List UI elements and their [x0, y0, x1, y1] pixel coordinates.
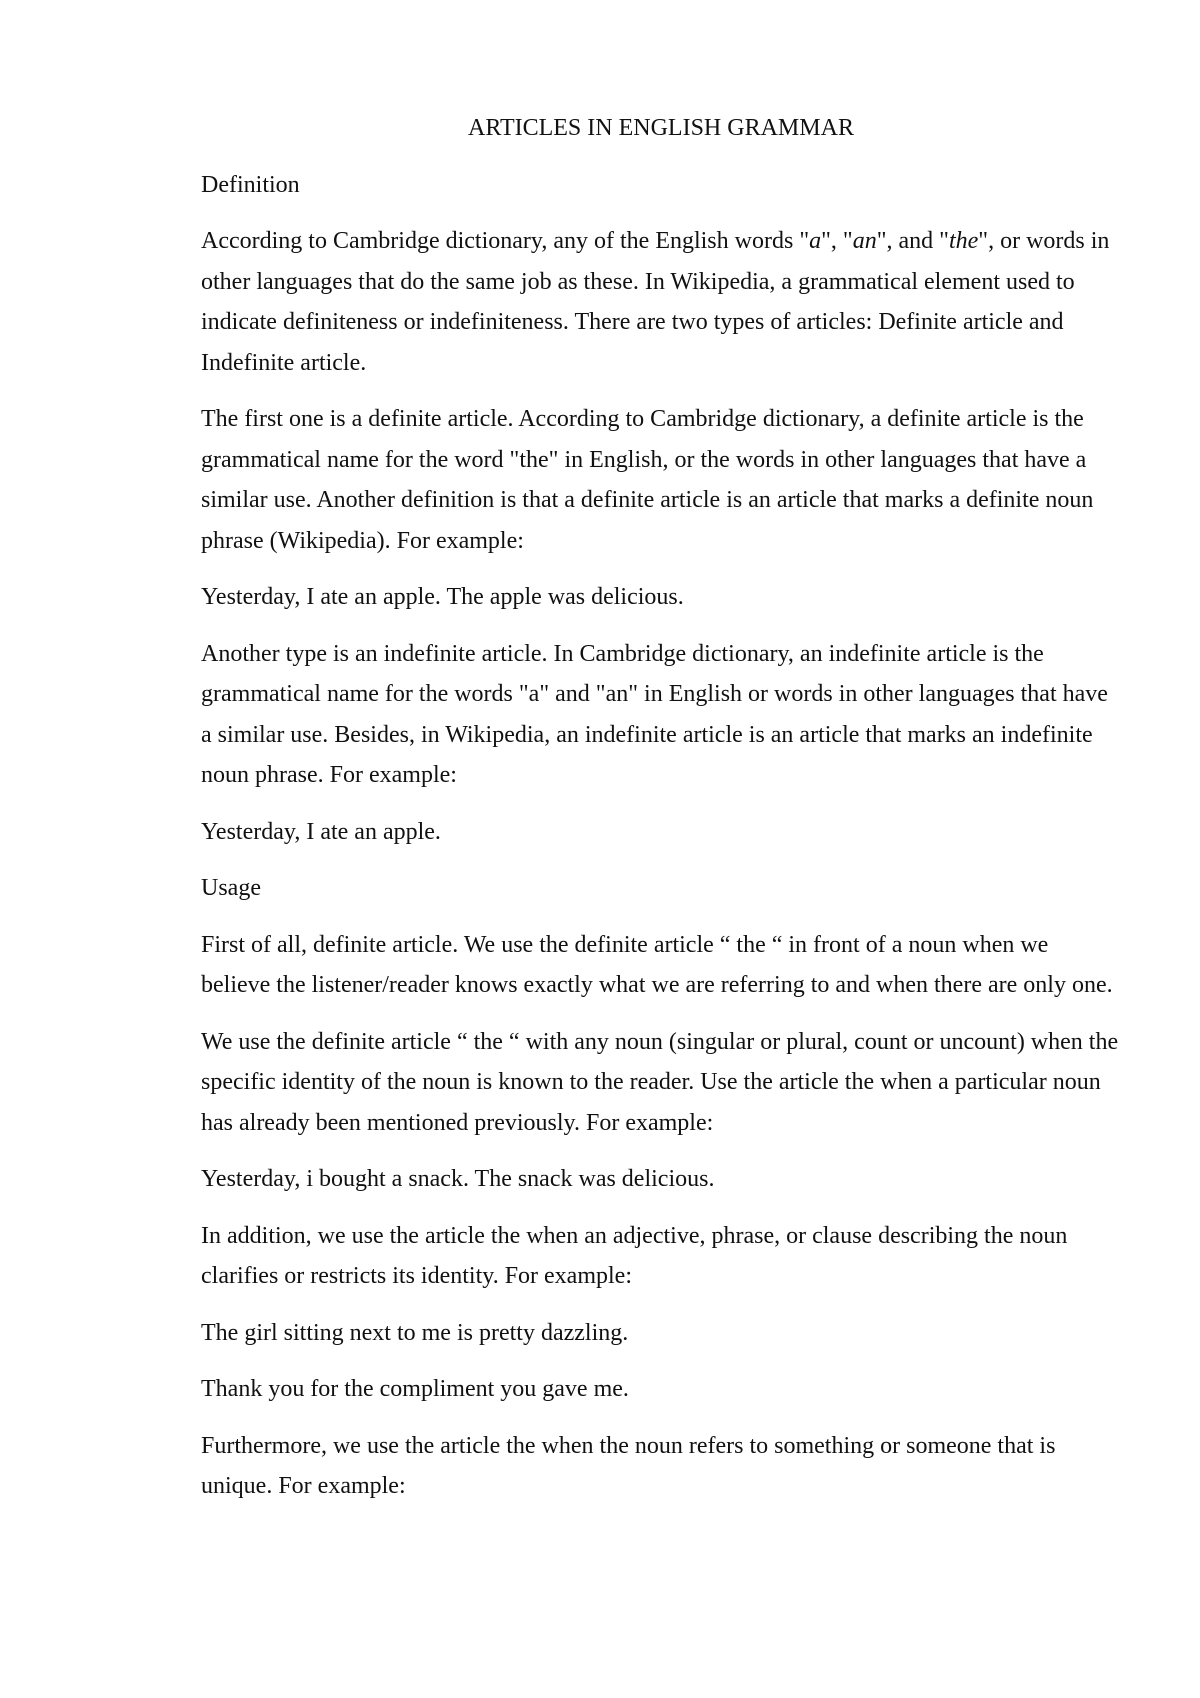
italic-word-the: the: [948, 228, 979, 254]
heading-definition: Definition: [201, 171, 300, 198]
document-title: ARTICLES IN ENGLISH GRAMMAR: [468, 115, 854, 141]
paragraph-definition: [201, 221, 1121, 383]
example-girl: The girl sitting next to me is pretty dazzling.: [201, 1319, 629, 1346]
heading-usage: Usage: [201, 875, 261, 901]
paragraph-usage-restrict: In addition, we use the article the when an adjective, phrase, or clause describing the noun clarifies or restricts its identity. For example:: [201, 1222, 1068, 1289]
italic-word-an: an: [852, 228, 877, 254]
example-compliment: Thank you for the compliment you gave me.: [201, 1376, 629, 1402]
example-definite: Yesterday, I ate an apple. The apple was delicious.: [201, 584, 684, 610]
paragraph-definite-article: The first one is a definite article. According to Cambridge dictionary, a definite article is the grammatical name for the word "the" in English, or the words in other languages that have a similar use. Another definition is that a definite article is an article that marks a definite noun phrase (Wikipedia). For example:: [201, 406, 1094, 554]
paragraph-usage-first: First of all, definite article. We use the definite article “ the “ in front of a noun when we believe the listener/reader knows exactly what we are referring to and when there are only one.: [201, 931, 1113, 998]
italic-word-a: a: [809, 228, 822, 254]
text-run: According to Cambridge dictionary, any of the English words ": [201, 228, 810, 254]
text-run: ", and ": [876, 228, 949, 254]
paragraph-indefinite-article: Another type is an indefinite article. In Cambridge dictionary, an indefinite article is the grammatical name for the words "a" and "an" in English or words in other languages that have a similar use. Besides, in Wikipedia, an indefinite article is an article that marks an indefinite noun phrase. For example:: [201, 640, 1108, 788]
example-indefinite: Yesterday, I ate an apple.: [201, 818, 441, 845]
document-body: [201, 108, 1121, 1523]
text-run: ", or words in other languages that do the same job as these. In Wikipedia, a grammatical element used to indicate definiteness or indefiniteness. There are two types of articles: Definite article and Indefinite article.: [201, 228, 1110, 376]
paragraph-usage-known-identity: We use the definite article “ the “ with any noun (singular or plural, count or uncount) when the specific identity of the noun is known to the reader. Use the article the when a particular noun has already been mentioned previously. For example:: [201, 1028, 1119, 1136]
example-snack: Yesterday, i bought a snack. The snack was delicious.: [201, 1166, 715, 1192]
text-run: ", ": [821, 228, 853, 254]
paragraph-usage-unique: Furthermore, we use the article the when the noun refers to something or someone that is unique. For example:: [201, 1432, 1056, 1499]
